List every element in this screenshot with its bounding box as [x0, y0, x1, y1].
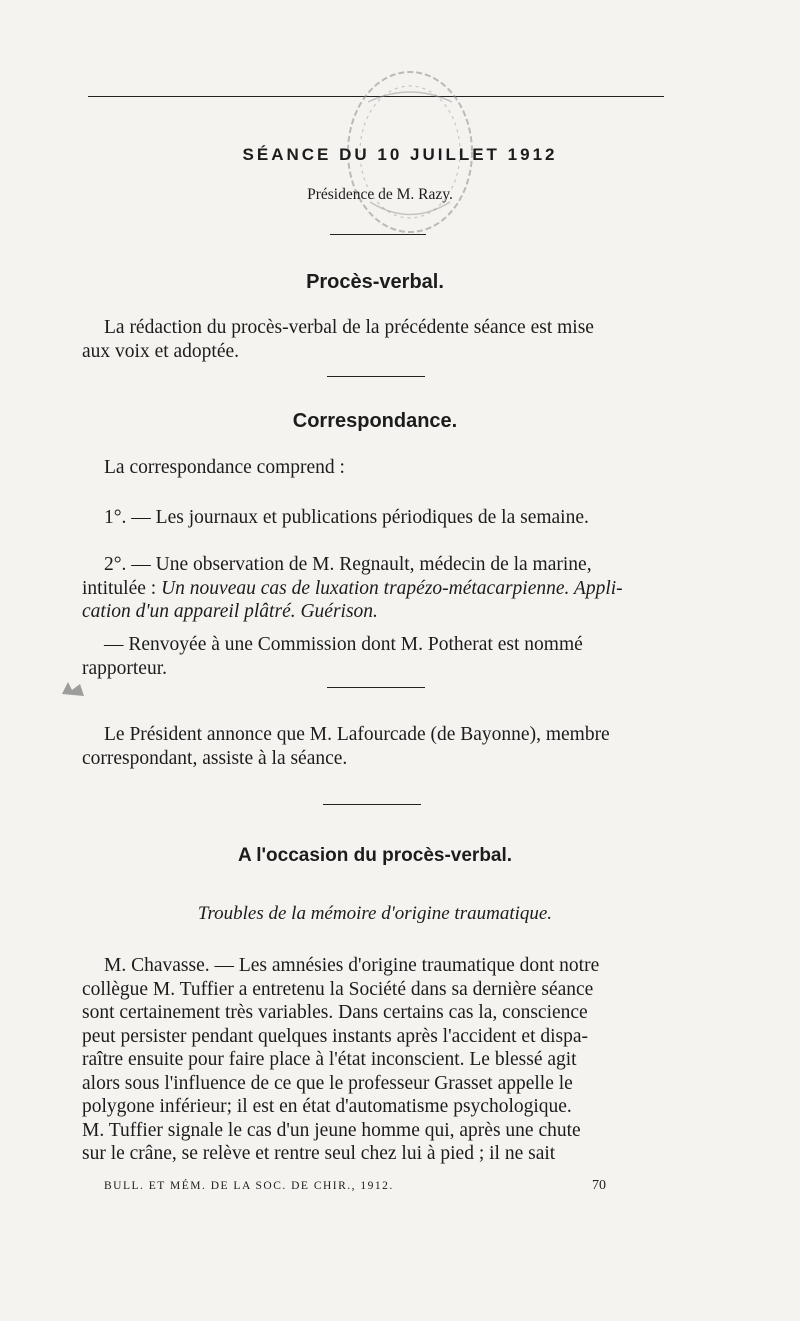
paragraph-line: M. Tuffier signale le cas d'un jeune homme qui, après une chute: [82, 1119, 581, 1141]
renvoi-text: [82, 633, 667, 680]
item-2-intitulee: intitulée :: [82, 577, 162, 599]
chavasse-paragraph: [82, 954, 667, 1166]
president-line-2: correspondant, assiste à la séance.: [82, 747, 348, 769]
paragraph-line: raître ensuite pour faire place à l'état inconscient. Le blessé agit: [82, 1049, 577, 1070]
header-underline: [330, 234, 426, 235]
president-line-1: Le Président annonce que M. Lafourcade (de Bayonne), membre: [104, 724, 610, 745]
proces-verbal-text: [82, 316, 667, 363]
paragraph-line: peut persister pendant quelques instants après l'accident et dispa-: [82, 1025, 589, 1047]
proces-verbal-line-2: aux voix et adoptée.: [82, 340, 240, 362]
paragraph-line: sont certainement très variables. Dans certains cas la, conscience: [82, 1002, 588, 1023]
page-number: 70: [592, 1178, 606, 1193]
separator-3: [323, 804, 421, 805]
renvoi-line-1: — Renvoyée à une Commission dont M. Potherat est nommé: [104, 634, 583, 655]
president-announcement: [82, 723, 667, 770]
section-heading-proces-verbal: Procès-verbal.: [306, 271, 444, 293]
correspondance-item-2: [82, 553, 667, 624]
item-2-line-2: [82, 577, 667, 601]
proces-verbal-line-1: La rédaction du procès-verbal de la précédente séance est mise: [104, 317, 594, 338]
paragraph-line: alors sous l'influence de ce que le professeur Grasset appelle le: [82, 1072, 573, 1094]
item-2-title-part-2: cation d'un appareil plâtré. Guérison.: [82, 601, 378, 622]
paragraph-line: M. Chavasse. — Les amnésies d'origine traumatique dont notre: [104, 955, 600, 976]
paragraph-line: sur le crâne, se relève et rentre seul chez lui à pied ; il ne sait: [82, 1143, 556, 1164]
separator-2: [327, 687, 425, 688]
separator-1: [327, 376, 425, 377]
renvoi-line-2: rapporteur.: [82, 657, 168, 679]
section-subheading: Troubles de la mémoire d'origine traumatique.: [197, 903, 553, 924]
paragraph-line: polygone inférieur; il est en état d'automatisme psychologique.: [82, 1096, 572, 1117]
journal-footer: BULL. ET MÉM. DE LA SOC. DE CHIR., 1912.: [104, 1180, 394, 1192]
ink-smudge-icon: [58, 676, 88, 700]
presidence-line: Présidence de M. Razy.: [307, 186, 453, 203]
item-2-title-part-1: Un nouveau cas de luxation trapézo-métacarpienne. Appli-: [161, 577, 623, 599]
item-2-line-1: 2°. — Une observation de M. Regnault, médecin de la marine,: [104, 554, 592, 575]
correspondance-item-1: 1°. — Les journaux et publications périodiques de la semaine.: [104, 507, 589, 528]
section-heading-occasion: A l'occasion du procès-verbal.: [237, 845, 513, 866]
session-title: SÉANCE DU 10 JUILLET 1912: [242, 145, 558, 164]
section-heading-correspondance: Correspondance.: [292, 410, 458, 432]
correspondance-intro: La correspondance comprend :: [104, 457, 345, 478]
paragraph-line: collègue M. Tuffier a entretenu la Société dans sa dernière séance: [82, 978, 594, 1000]
